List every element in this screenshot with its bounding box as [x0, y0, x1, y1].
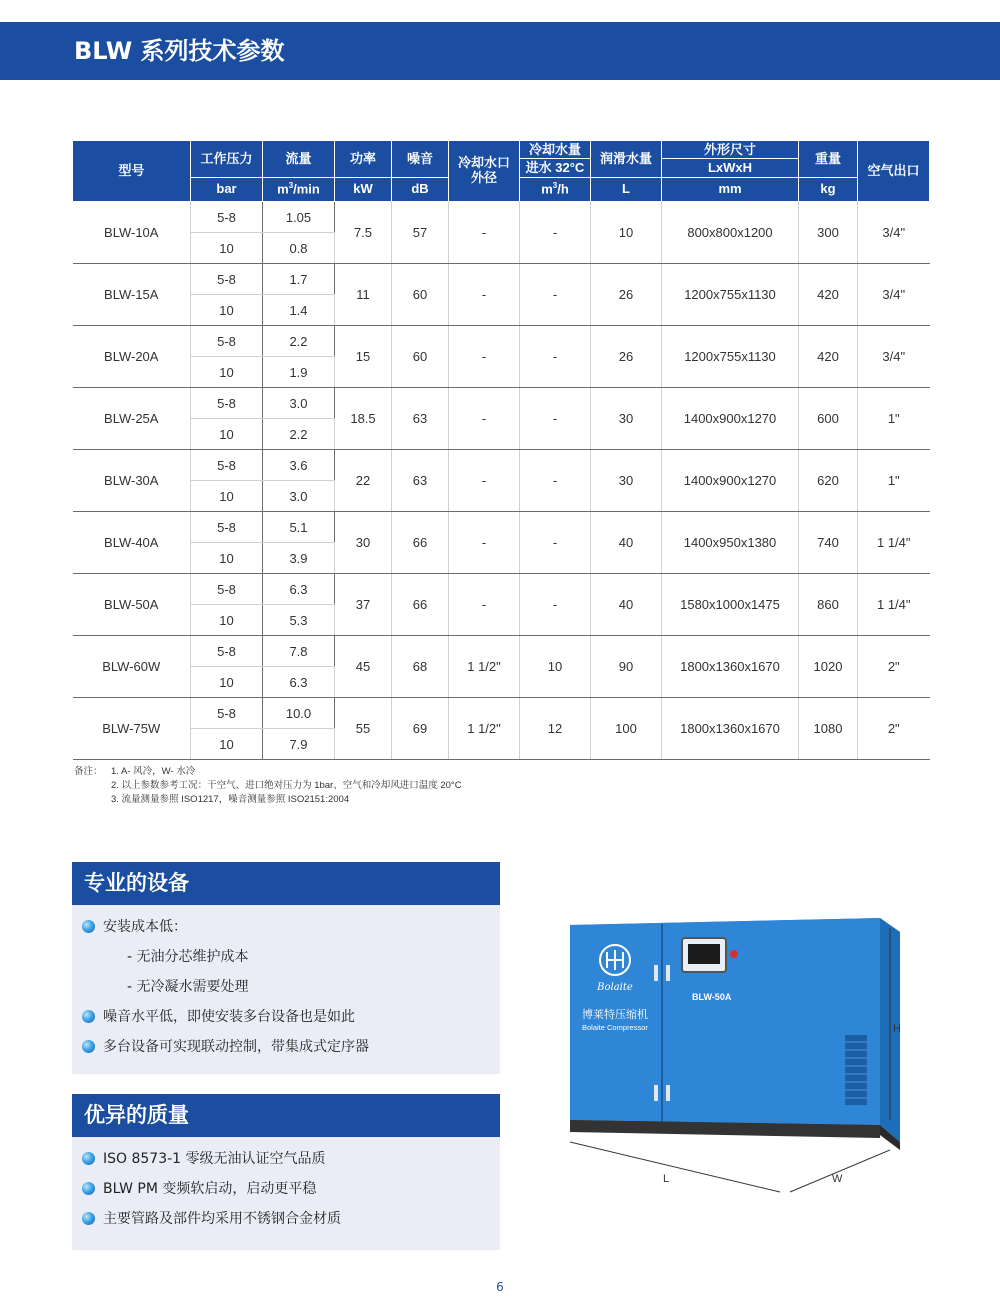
cell-f2: 7.9	[263, 729, 335, 760]
list-item-text: 多台设备可实现联动控制，带集成式定序器	[103, 1039, 369, 1055]
cell-weight: 420	[799, 326, 858, 388]
cell-f2: 1.4	[263, 295, 335, 326]
header-noise: 噪音	[392, 141, 449, 178]
cell-weight: 1020	[799, 636, 858, 698]
cell-lube: 90	[591, 636, 662, 698]
list-item	[72, 1209, 500, 1239]
list-item	[72, 1007, 500, 1037]
cell-lube: 26	[591, 264, 662, 326]
cell-weight: 420	[799, 264, 858, 326]
cell-dims: 1200x755x1130	[662, 326, 799, 388]
bullet-icon	[82, 1040, 95, 1053]
cell-f2: 3.0	[263, 481, 335, 512]
cell-p2: 10	[191, 419, 263, 450]
cell-cool-vol: 12	[520, 698, 591, 760]
page-number: 6	[496, 1280, 504, 1294]
cell-p1: 5-8	[191, 574, 263, 605]
header-power: 功率	[335, 141, 392, 178]
cell-dims: 1580x1000x1475	[662, 574, 799, 636]
cell-weight: 860	[799, 574, 858, 636]
unit-dims: mm	[662, 178, 799, 202]
unit-cooling-volume	[520, 178, 591, 202]
emergency-stop-icon	[730, 950, 738, 958]
note-line: 1. A- 风冷，W- 水冷	[111, 766, 196, 777]
cell-noise: 68	[392, 636, 449, 698]
note-line: 2. 以上参数参考工况：干空气、进口绝对压力为 1bar、空气和冷却风进口温度 20°C	[111, 780, 462, 791]
unit-flow-rest: /min	[293, 181, 320, 197]
cell-weight: 620	[799, 450, 858, 512]
cell-f2: 1.9	[263, 357, 335, 388]
cell-cool-dia: 1 1/2"	[449, 636, 520, 698]
cell-power: 18.5	[335, 388, 392, 450]
cell-model: BLW-60W	[73, 636, 191, 698]
cell-cool-dia: -	[449, 202, 520, 264]
list-item-text: 主要管路及部件均采用不锈钢合金材质	[103, 1211, 341, 1227]
unit-flow-base: m	[277, 181, 289, 197]
list-item	[72, 1037, 500, 1067]
bullet-icon	[82, 1182, 95, 1195]
cell-outlet: 3/4"	[858, 264, 930, 326]
cell-p2: 10	[191, 481, 263, 512]
cell-model: BLW-10A	[73, 202, 191, 264]
door-handle	[654, 1085, 658, 1101]
cell-lube: 30	[591, 388, 662, 450]
cell-power: 37	[335, 574, 392, 636]
table-row	[73, 388, 930, 419]
vent-grille	[845, 1035, 867, 1105]
header-flow: 流量	[263, 141, 335, 178]
cell-p2: 10	[191, 605, 263, 636]
cell-lube: 30	[591, 450, 662, 512]
header-weight: 重量	[799, 141, 858, 178]
cell-model: BLW-75W	[73, 698, 191, 760]
note-line: 3. 流量测量参照 ISO1217，噪音测量参照 ISO2151:2004	[111, 794, 350, 805]
cell-lube: 40	[591, 512, 662, 574]
cell-f1: 7.8	[263, 636, 335, 667]
cell-outlet: 1 1/4"	[858, 574, 930, 636]
header-outlet: 空气出口	[858, 141, 930, 202]
unit-power: kW	[335, 178, 392, 202]
list-item	[72, 1179, 500, 1209]
cell-dims: 1200x755x1130	[662, 264, 799, 326]
cell-power: 30	[335, 512, 392, 574]
notes-label: 备注：	[74, 766, 103, 777]
cell-power: 45	[335, 636, 392, 698]
cell-weight: 300	[799, 202, 858, 264]
cell-dims: 1400x900x1270	[662, 388, 799, 450]
cell-cool-dia: -	[449, 388, 520, 450]
brand-name-cn: 博莱特压缩机	[582, 1008, 648, 1021]
bullet-icon	[82, 1152, 95, 1165]
header-dims-sub: LxWxH	[707, 160, 753, 175]
unit-weight: kg	[799, 178, 858, 202]
cell-f1: 5.1	[263, 512, 335, 543]
cell-outlet: 1 1/4"	[858, 512, 930, 574]
cell-p1: 5-8	[191, 698, 263, 729]
cell-p2: 10	[191, 295, 263, 326]
cell-cool-vol: -	[520, 512, 591, 574]
list-item-text: BLW PM 变频软启动，启动更平稳	[103, 1181, 317, 1197]
cell-p2: 10	[191, 667, 263, 698]
cell-cool-vol: -	[520, 202, 591, 264]
dim-line-width	[790, 1150, 890, 1192]
notes	[74, 765, 462, 807]
cell-outlet: 1"	[858, 388, 930, 450]
cell-dims: 1800x1360x1670	[662, 636, 799, 698]
list-item	[72, 1149, 500, 1179]
cell-f1: 10.0	[263, 698, 335, 729]
panel-title: 专业的设备	[72, 862, 500, 905]
panel-excellent-quality	[72, 1094, 500, 1250]
header-dims	[662, 141, 799, 178]
cell-p2: 10	[191, 233, 263, 264]
unit-lube: L	[591, 178, 662, 202]
cell-weight: 740	[799, 512, 858, 574]
cell-power: 22	[335, 450, 392, 512]
cell-dims: 1400x950x1380	[662, 512, 799, 574]
cell-model: BLW-30A	[73, 450, 191, 512]
page-title: BLW 系列技术参数	[74, 37, 285, 65]
table-row	[73, 574, 930, 605]
panel-title: 优异的质量	[72, 1094, 500, 1137]
cell-cool-vol: 10	[520, 636, 591, 698]
cell-weight: 1080	[799, 698, 858, 760]
cell-lube: 26	[591, 326, 662, 388]
vent-grille-frame	[845, 1035, 867, 1105]
cell-f2: 0.8	[263, 233, 335, 264]
cell-noise: 63	[392, 388, 449, 450]
spec-table	[72, 140, 930, 760]
feature-list	[72, 1137, 500, 1239]
cell-model: BLW-20A	[73, 326, 191, 388]
cell-noise: 60	[392, 264, 449, 326]
cell-weight: 600	[799, 388, 858, 450]
unit-flow-sup: 3	[288, 181, 294, 191]
cell-f2: 5.3	[263, 605, 335, 636]
list-item-text: 安装成本低：	[103, 919, 187, 935]
list-item-text: 噪音水平低，即使安装多台设备也是如此	[103, 1009, 355, 1025]
cell-f1: 2.2	[263, 326, 335, 357]
unit-cool-rest: /h	[557, 181, 569, 197]
cell-p1: 5-8	[191, 326, 263, 357]
dim-label-h: H	[893, 1023, 901, 1035]
cell-power: 55	[335, 698, 392, 760]
cell-p1: 5-8	[191, 512, 263, 543]
header-cooling-volume-sub: 进水 32°C	[525, 160, 585, 175]
cell-power: 11	[335, 264, 392, 326]
bullet-icon	[82, 920, 95, 933]
cell-dims: 1400x900x1270	[662, 450, 799, 512]
dim-label-w: W	[832, 1173, 843, 1185]
dim-label-l: L	[663, 1173, 670, 1185]
list-sub-item	[72, 977, 500, 1007]
cell-cool-vol: -	[520, 574, 591, 636]
cell-model: BLW-25A	[73, 388, 191, 450]
cell-cool-dia: -	[449, 574, 520, 636]
list-item-text: - 无冷凝水需要处理	[127, 979, 249, 995]
table-row	[73, 512, 930, 543]
cell-f1: 3.0	[263, 388, 335, 419]
header-lube: 润滑水量	[591, 141, 662, 178]
list-item-text: ISO 8573-1 零级无油认证空气品质	[103, 1151, 326, 1167]
cell-cool-dia: -	[449, 326, 520, 388]
cell-noise: 57	[392, 202, 449, 264]
header-dims-title: 外形尺寸	[662, 141, 798, 159]
cell-noise: 63	[392, 450, 449, 512]
dim-line-length	[570, 1142, 780, 1192]
list-item-text: - 无油分芯维护成本	[127, 949, 249, 965]
list-item	[72, 917, 500, 947]
cell-p2: 10	[191, 543, 263, 574]
cell-f2: 2.2	[263, 419, 335, 450]
cell-noise: 66	[392, 512, 449, 574]
cell-dims: 800x800x1200	[662, 202, 799, 264]
header-model: 型号	[73, 141, 191, 202]
cell-outlet: 1"	[858, 450, 930, 512]
door-handle	[666, 1085, 670, 1101]
unit-cool-base: m	[541, 181, 553, 197]
cell-lube: 10	[591, 202, 662, 264]
cell-p1: 5-8	[191, 636, 263, 667]
machine-model-label: BLW-50A	[692, 992, 732, 1002]
cell-cool-vol: -	[520, 450, 591, 512]
cell-outlet: 2"	[858, 636, 930, 698]
cell-p1: 5-8	[191, 202, 263, 233]
cell-p1: 5-8	[191, 388, 263, 419]
cell-noise: 69	[392, 698, 449, 760]
cell-model: BLW-15A	[73, 264, 191, 326]
cell-f2: 6.3	[263, 667, 335, 698]
cell-dims: 1800x1360x1670	[662, 698, 799, 760]
header-pressure: 工作压力	[191, 141, 263, 178]
cell-outlet: 3/4"	[858, 202, 930, 264]
table-row	[73, 326, 930, 357]
cell-f2: 3.9	[263, 543, 335, 574]
feature-list	[72, 905, 500, 1067]
cell-cool-vol: -	[520, 326, 591, 388]
cell-cool-vol: -	[520, 264, 591, 326]
cell-lube: 40	[591, 574, 662, 636]
header-cooling-diameter: 冷却水口 外径	[449, 141, 520, 202]
unit-flow	[263, 178, 335, 202]
table-row	[73, 450, 930, 481]
cell-cool-dia: -	[449, 512, 520, 574]
cell-f1: 1.05	[263, 202, 335, 233]
list-sub-item	[72, 947, 500, 977]
cell-noise: 60	[392, 326, 449, 388]
table-row	[73, 264, 930, 295]
display-screen	[688, 944, 720, 964]
unit-cool-sup: 3	[552, 181, 558, 191]
cell-f1: 1.7	[263, 264, 335, 295]
table-row	[73, 202, 930, 233]
panel-professional-equipment	[72, 862, 500, 1074]
unit-pressure: bar	[191, 178, 263, 202]
compressor-illustration	[560, 910, 920, 1200]
header-cooling-volume-title: 冷却水量	[520, 141, 590, 159]
cell-p1: 5-8	[191, 450, 263, 481]
logo-script: Bolaite	[597, 982, 633, 993]
cell-cool-dia: -	[449, 450, 520, 512]
cell-p2: 10	[191, 357, 263, 388]
cell-lube: 100	[591, 698, 662, 760]
door-handle	[666, 965, 670, 981]
cell-noise: 66	[392, 574, 449, 636]
bullet-icon	[82, 1010, 95, 1023]
table-row	[73, 636, 930, 667]
cell-f1: 6.3	[263, 574, 335, 605]
cell-cool-vol: -	[520, 388, 591, 450]
cell-p1: 5-8	[191, 264, 263, 295]
cell-outlet: 2"	[858, 698, 930, 760]
cell-cool-dia: 1 1/2"	[449, 698, 520, 760]
cell-cool-dia: -	[449, 264, 520, 326]
page-title-bar	[0, 22, 1000, 80]
brand-name-en: Bolaite Compressor	[582, 1023, 648, 1032]
door-handle	[654, 965, 658, 981]
table-row	[73, 698, 930, 729]
bullet-icon	[82, 1212, 95, 1225]
cell-power: 15	[335, 326, 392, 388]
cell-model: BLW-40A	[73, 512, 191, 574]
cell-power: 7.5	[335, 202, 392, 264]
unit-noise: dB	[392, 178, 449, 202]
cell-outlet: 3/4"	[858, 326, 930, 388]
cell-model: BLW-50A	[73, 574, 191, 636]
header-cooling-volume	[520, 141, 591, 178]
cell-p2: 10	[191, 729, 263, 760]
cell-f1: 3.6	[263, 450, 335, 481]
